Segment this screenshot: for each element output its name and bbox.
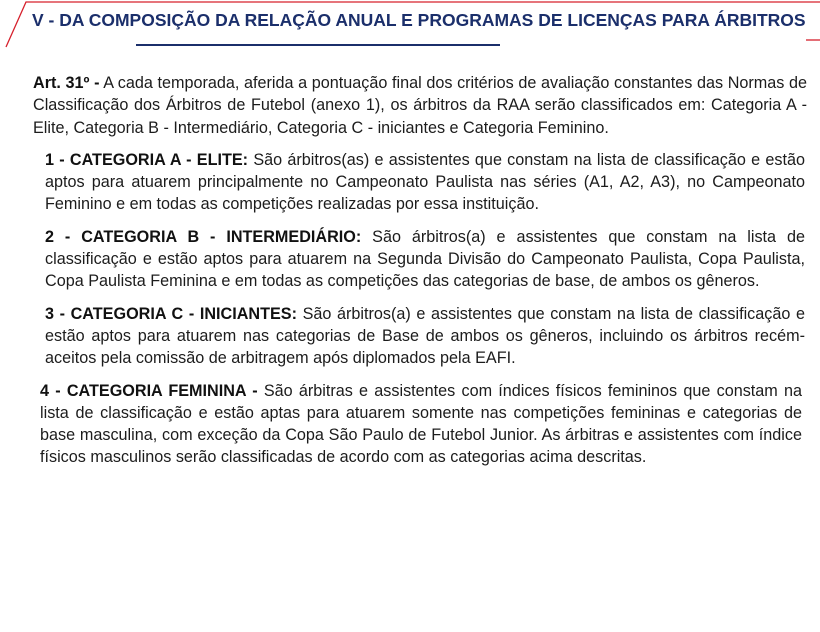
category-a-paragraph bbox=[0, 149, 805, 216]
category-c-paragraph bbox=[0, 303, 805, 370]
category-b-label: 2 - CATEGORIA B - INTERMEDIÁRIO: bbox=[45, 227, 362, 246]
category-feminina-label: 4 - CATEGORIA FEMININA - bbox=[40, 381, 258, 400]
category-a-text: São árbitros(as) e assistentes que constam na lista de classificação e estão aptos para atuarem principalmente no Campeonato Paulista nas séries (A1, A2, A3), no Campeonato Feminino e em todas as competições realizadas por essa instituição. bbox=[45, 150, 805, 214]
category-a-label: 1 - CATEGORIA A - ELITE: bbox=[45, 150, 249, 169]
category-c-label: 3 - CATEGORIA C - INICIANTES: bbox=[45, 304, 297, 323]
category-b-text: São árbitros(a) e assistentes que constam na lista de classificação e estão aptos para atuarem na Segunda Divisão do Campeonato Paulista, Copa Paulista, Copa Paulista Feminina e em todas as competições das categorias de base, de ambos os gêneros. bbox=[45, 227, 805, 291]
category-feminina-text: São árbitras e assistentes com índices físicos femininos que constam na lista de classificação e estão aptas para atuarem somente nas competições femininas e categorias de base masculina, com exceção da Copa São Paulo de Futebol Junior. As árbitras e assistentes com índice físicos masculinos serão classificadas de acordo com as categorias acima descritas. bbox=[40, 381, 802, 467]
category-c-text: São árbitros(a) e assistentes que constam na lista de classificação e estão aptos para atuarem nas categorias de Base de ambos os gêneros, incluindo os árbitros recém-aceitos pela comissão de arbitragem após diplomados pela EAFI. bbox=[45, 304, 805, 368]
category-feminina-paragraph bbox=[0, 380, 802, 469]
title-underline bbox=[136, 44, 500, 46]
section-header bbox=[0, 0, 820, 48]
article-text: A cada temporada, aferida a pontuação final dos critérios de avaliação constantes das Normas de Classificação dos Árbitros de Futebol (anexo 1), os árbitros da RAA serão classificados em: Categoria A - Elite, Categoria B - Intermediário, Categoria C - iniciantes e Categoria Feminino. bbox=[33, 74, 808, 137]
article-label: Art. 31º - bbox=[33, 74, 100, 92]
category-b-paragraph bbox=[0, 226, 805, 293]
document-body bbox=[0, 72, 820, 469]
section-title: V - DA COMPOSIÇÃO DA RELAÇÃO ANUAL E PROGRAMAS DE LICENÇAS PARA ÁRBITROS bbox=[32, 10, 806, 30]
article-paragraph bbox=[0, 72, 807, 139]
